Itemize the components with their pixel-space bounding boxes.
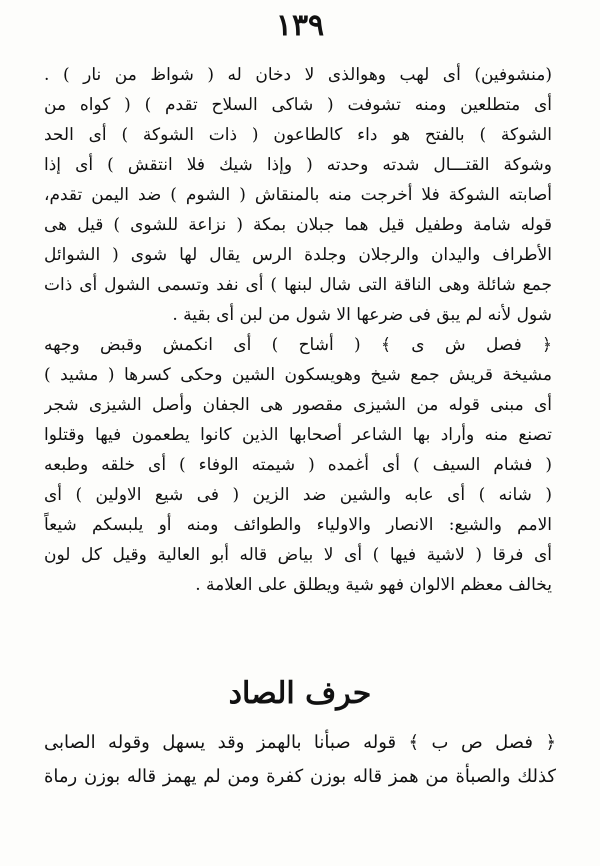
- text-line: قوله شامة وطفيل قيل هما جبلان بمكة ( نزاعة للشوى ) قيل هى: [44, 215, 552, 235]
- text-line: الامم والشيع: الانصار والاولياء والطوائف ومنه أو يلبسكم شيعاً: [44, 515, 552, 535]
- text-line: ﴿ فصل ص ب ﴾ قوله صبأنا بالهمز وقد يسهل وقوله الصابى: [44, 732, 556, 753]
- text-line: جمع شائلة وهى الناقة التى شال لبنها ) أى نفد وتسمى الشول أى ذات: [44, 275, 552, 295]
- text-line: كذلك والصبأة من همز قاله بوزن كفرة ومن لم يهمز قاله بوزن رماة: [44, 766, 556, 787]
- text-line: ( شانه ) أى عابه والشين ضد الزين ( فى شيع الاولين ) أى: [44, 485, 552, 505]
- section-heading: حرف الصاد: [228, 676, 372, 711]
- text-line: أصابته الشوكة فلا أخرجت منه بالمنقاش ( الشوم ) ضد اليمن تقدم،: [44, 185, 552, 205]
- text-line: ( فشام السيف ) أى أغمده ( شيمته الوفاء ) أى خلقه وطبعه: [44, 455, 552, 475]
- section-text-block: [44, 726, 556, 794]
- text-line: شول لأنه لم يبق فى ضرعها الا شول من لبن أى بقية .: [172, 305, 552, 325]
- text-line: تصنع منه وأراد بها الشاعر أصحابها الذين كانوا يطعمون فيها وقتلوا: [44, 425, 552, 445]
- chapter-subheading-line: ﴿ فصل ش ى ﴾ ( أشاح ) أى انكمش وقبض وجهه: [44, 335, 552, 355]
- text-line: (منشوفين) أى لهب وهوالذى لا دخان له ( شواظ من نار ) .: [44, 65, 552, 85]
- text-line: أى فرقا ( لاشية فيها ) أى لا بياض قاله أبو العالية وقيل كل لون: [44, 545, 552, 565]
- text-line: أى مبنى قوله من الشيزى مقصور هى الجفان وأصل الشيزى شجر: [44, 395, 552, 415]
- entry-text-block: [44, 60, 552, 600]
- text-line: الأطراف واليدان والرجلان وجلدة الرس يقال لها شوى ( الشوائل: [44, 245, 552, 265]
- page-number: ١٣٩: [275, 8, 325, 43]
- text-line: الشوكة ) بالفتح هو داء كالطاعون ( ذات الشوكة ) أى الحد: [44, 125, 552, 145]
- text-line: مشيخة قريش جمع شيخ وهويسكون الشين وحكى كسرها ( مشيد ): [44, 365, 552, 385]
- text-line: أى متطلعين ومنه تشوفت ( شاكى السلاح تقدم ) ( كواه من: [44, 95, 552, 115]
- text-line: وشوكة القتـــال شدته وحدته ( وإذا شيك فلا انتقش ) أى إذا: [44, 155, 552, 175]
- text-line: يخالف معظم الالوان فهو شية ويطلق على العلامة .: [195, 575, 552, 595]
